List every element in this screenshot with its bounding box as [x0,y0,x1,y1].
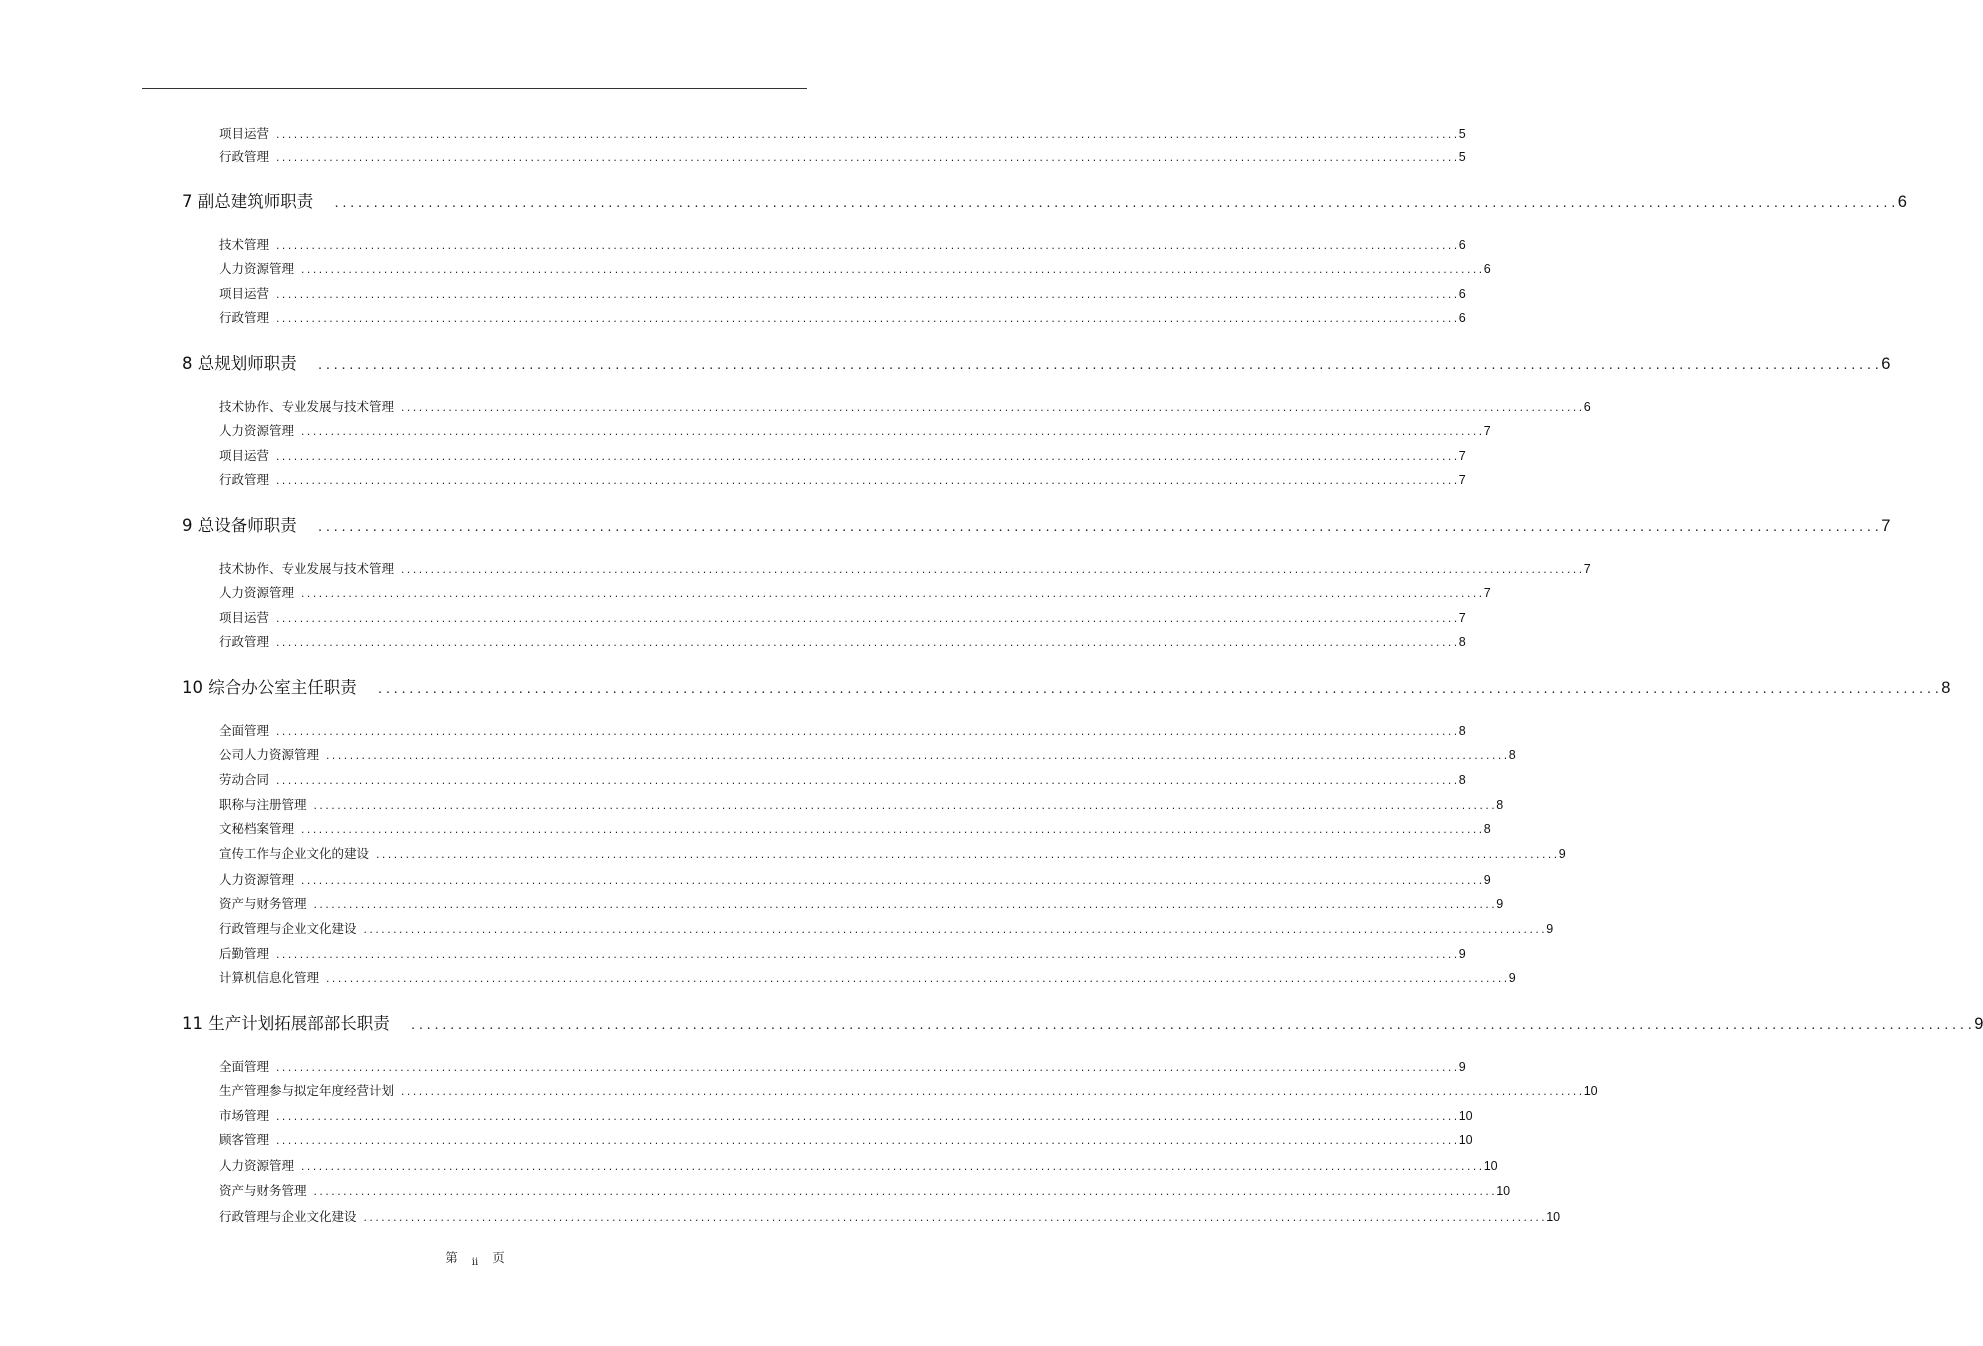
toc-dot-leader: ........................................................................................................................................................................................................ [400,566,1584,576]
toc-entry-page-number: 8 [1458,724,1466,738]
toc-subsection-entry[interactable] [219,259,1491,279]
toc-entry-label: 人力资源管理 [219,261,295,276]
toc-subsection-entry[interactable] [219,1106,1473,1126]
toc-subsection-entry[interactable] [219,632,1466,652]
toc-subsection-entry[interactable] [219,608,1466,628]
toc-entry-page-number: 10 [1496,1184,1511,1198]
toc-entry-page-number: 6 [1897,193,1907,211]
toc-entry-page-number: 5 [1458,127,1466,141]
toc-dot-leader: ........................................................................................................................................................................................................ [275,477,1459,487]
toc-entry-label: 文秘档案管理 [219,821,295,836]
toc-entry-page-number: 7 [1583,562,1591,576]
toc-entry-label: 全面管理 [219,723,270,738]
toc-entry-page-number: 8 [1458,635,1466,649]
toc-entry-page-number: 10 [1546,1210,1561,1224]
toc-entry-page-number: 7 [1483,586,1491,600]
toc-subsection-entry[interactable] [219,870,1491,890]
toc-entry-label: 10 综合办公室主任职责 [182,678,357,697]
toc-entry-label: 劳动合同 [219,772,270,787]
toc-subsection-entry[interactable] [219,745,1516,765]
toc-entry-page-number: 6 [1881,355,1891,373]
toc-entry-page-number: 8 [1483,822,1491,836]
toc-subsection-entry[interactable] [219,1057,1466,1077]
toc-entry-page-number: 7 [1483,424,1491,438]
toc-entry-label: 职称与注册管理 [219,797,307,812]
footer-suffix: 页 [492,1250,505,1265]
toc-entry-page-number: 9 [1546,922,1554,936]
toc-entry-label: 行政管理与企业文化建设 [219,921,357,936]
toc-entry-label: 行政管理 [219,149,270,164]
toc-dot-leader: ........................................................................................................................................................................................................ [362,926,1547,936]
toc-section-entry[interactable] [182,188,1907,214]
header-rule [142,88,807,89]
toc-entry-page-number: 8 [1496,798,1504,812]
toc-dot-leader: ........................................................................................................................................................................................................ [275,777,1459,787]
toc-dot-leader: ........................................................................................................................................................................................................ [275,728,1459,738]
toc-subsection-entry[interactable] [219,1081,1598,1101]
toc-entry-page-number: 9 [1496,897,1504,911]
toc-subsection-entry[interactable] [219,559,1591,579]
toc-subsection-entry[interactable] [219,583,1491,603]
toc-entry-label: 人力资源管理 [219,1158,295,1173]
toc-subsection-entry[interactable] [219,470,1466,490]
toc-entry-label: 项目运营 [219,610,270,625]
toc-entry-page-number: 7 [1458,449,1466,463]
toc-entry-label: 资产与财务管理 [219,896,307,911]
toc-entry-label: 行政管理 [219,634,270,649]
toc-entry-page-number: 9 [1558,847,1566,861]
toc-subsection-entry[interactable] [219,721,1466,741]
toc-dot-leader: ........................................................................................................................................................................................................ [400,404,1584,414]
toc-dot-leader: ........................................................................................................................................................................................................ [362,1214,1547,1224]
toc-dot-leader: ........................................................................................................................................................................................................ [375,851,1559,861]
toc-entry-label: 项目运营 [219,448,270,463]
page-footer [0,1248,950,1266]
toc-dot-leader: ........................................................................................................................................................................................................ [312,1188,1497,1198]
toc-subsection-entry[interactable] [219,397,1591,417]
toc-entry-label: 生产管理参与拟定年度经营计划 [219,1083,395,1098]
toc-entry-label: 公司人力资源管理 [219,747,320,762]
toc-subsection-entry[interactable] [219,1130,1473,1150]
toc-entry-label: 全面管理 [219,1059,270,1074]
footer-page-number: ii [471,1257,479,1268]
toc-entry-label: 行政管理 [219,310,270,325]
toc-dot-leader: ........................................................................................................................................................................................................ [275,131,1459,141]
toc-subsection-entry[interactable] [219,770,1466,790]
toc-section-entry[interactable] [182,1010,1983,1036]
toc-subsection-entry[interactable] [219,1207,1561,1227]
toc-entry-page-number: 8 [1508,748,1516,762]
toc-subsection-entry[interactable] [219,944,1466,964]
toc-dot-leader: ........................................................................................................................................................................................................ [275,951,1459,961]
toc-subsection-entry[interactable] [219,795,1504,815]
toc-dot-leader: ........................................................................................................................................................................................................ [300,826,1484,836]
toc-subsection-entry[interactable] [219,124,1466,144]
toc-dot-leader: ........................................................................................................................................................................................................ [312,901,1497,911]
toc-section-entry[interactable] [182,512,1891,538]
toc-entry-label: 人力资源管理 [219,872,295,887]
toc-entry-page-number: 9 [1458,947,1466,961]
toc-entry-page-number: 9 [1974,1015,1983,1033]
toc-entry-page-number: 6 [1583,400,1591,414]
toc-entry-page-number: 9 [1458,1060,1466,1074]
toc-entry-page-number: 9 [1483,873,1491,887]
toc-entry-page-number: 6 [1458,238,1466,252]
toc-dot-leader: ........................................................................................................................................................................................................ [275,1113,1459,1123]
toc-entry-label: 9 总设备师职责 [182,516,297,535]
toc-entry-label: 资产与财务管理 [219,1183,307,1198]
toc-subsection-entry[interactable] [219,919,1554,939]
toc-dot-leader: ........................................................................................................................................................................................................ [275,639,1459,649]
toc-subsection-entry[interactable] [219,421,1491,441]
toc-subsection-entry[interactable] [219,284,1466,304]
toc-entry-page-number: 6 [1458,287,1466,301]
toc-dot-leader: ........................................................................................................................................................................................................ [300,266,1484,276]
toc-entry-label: 行政管理 [219,472,270,487]
toc-subsection-entry[interactable] [219,1181,1511,1201]
toc-dot-leader: ........................................................................................................................................................................................................ [325,975,1509,985]
footer-prefix: 第 [445,1250,458,1265]
toc-dot-leader: ........................................................................................................................................................................................................ [275,615,1459,625]
toc-dot-leader: ........................................................................................................................................................................................................ [333,197,1898,210]
toc-entry-page-number: 10 [1583,1084,1598,1098]
toc-entry-page-number: 6 [1483,262,1491,276]
toc-dot-leader: ........................................................................................................................................................................................................ [275,291,1459,301]
toc-section-entry[interactable] [182,350,1891,376]
toc-entry-page-number: 7 [1881,517,1891,535]
toc-entry-page-number: 7 [1458,611,1466,625]
toc-dot-leader: ........................................................................................................................................................................................................ [376,683,1942,696]
toc-dot-leader: ........................................................................................................................................................................................................ [316,521,1882,534]
toc-subsection-entry[interactable] [219,844,1566,864]
toc-dot-leader: ........................................................................................................................................................................................................ [400,1088,1584,1098]
toc-dot-leader: ........................................................................................................................................................................................................ [300,877,1484,887]
toc-entry-label: 市场管理 [219,1108,270,1123]
toc-entry-label: 人力资源管理 [219,423,295,438]
toc-entry-page-number: 10 [1483,1159,1498,1173]
toc-subsection-entry[interactable] [219,819,1491,839]
toc-entry-page-number: 8 [1458,773,1466,787]
toc-subsection-entry[interactable] [219,894,1504,914]
toc-entry-label: 宣传工作与企业文化的建设 [219,846,370,861]
toc-entry-page-number: 5 [1458,150,1466,164]
toc-dot-leader: ........................................................................................................................................................................................................ [275,315,1459,325]
toc-entry-page-number: 10 [1458,1109,1473,1123]
toc-entry-page-number: 7 [1458,473,1466,487]
toc-dot-leader: ........................................................................................................................................................................................................ [275,154,1459,164]
toc-entry-label: 7 副总建筑师职责 [182,192,314,211]
toc-dot-leader: ........................................................................................................................................................................................................ [300,590,1484,600]
toc-entry-label: 11 生产计划拓展部部长职责 [182,1014,390,1033]
toc-dot-leader: ........................................................................................................................................................................................................ [275,1064,1459,1074]
toc-dot-leader: ........................................................................................................................................................................................................ [300,1163,1484,1173]
toc-dot-leader: ........................................................................................................................................................................................................ [275,1137,1459,1147]
toc-entry-label: 后勤管理 [219,946,270,961]
toc-subsection-entry[interactable] [219,147,1466,167]
toc-entry-label: 计算机信息化管理 [219,970,320,985]
toc-entry-label: 行政管理与企业文化建设 [219,1209,357,1224]
toc-entry-label: 技术协作、专业发展与技术管理 [219,399,395,414]
toc-subsection-entry[interactable] [219,1156,1498,1176]
toc-entry-label: 技术管理 [219,237,270,252]
toc-entry-page-number: 6 [1458,311,1466,325]
toc-entry-label: 8 总规划师职责 [182,354,297,373]
toc-dot-leader: ........................................................................................................................................................................................................ [316,359,1882,372]
toc-subsection-entry[interactable] [219,968,1516,988]
toc-entry-label: 项目运营 [219,286,270,301]
toc-entry-label: 技术协作、专业发展与技术管理 [219,561,395,576]
toc-entry-page-number: 10 [1458,1133,1473,1147]
toc-subsection-entry[interactable] [219,308,1466,328]
toc-entry-label: 人力资源管理 [219,585,295,600]
toc-dot-leader: ........................................................................................................................................................................................................ [275,453,1459,463]
toc-dot-leader: ........................................................................................................................................................................................................ [312,802,1497,812]
toc-subsection-entry[interactable] [219,235,1466,255]
toc-entry-page-number: 8 [1941,679,1951,697]
toc-dot-leader: ........................................................................................................................................................................................................ [325,752,1509,762]
toc-section-entry[interactable] [182,674,1951,700]
toc-entry-page-number: 9 [1508,971,1516,985]
toc-entry-label: 项目运营 [219,126,270,141]
toc-subsection-entry[interactable] [219,446,1466,466]
toc-dot-leader: ........................................................................................................................................................................................................ [275,242,1459,252]
toc-entry-label: 顾客管理 [219,1132,270,1147]
toc-dot-leader: ........................................................................................................................................................................................................ [409,1019,1975,1032]
toc-dot-leader: ........................................................................................................................................................................................................ [300,428,1484,438]
